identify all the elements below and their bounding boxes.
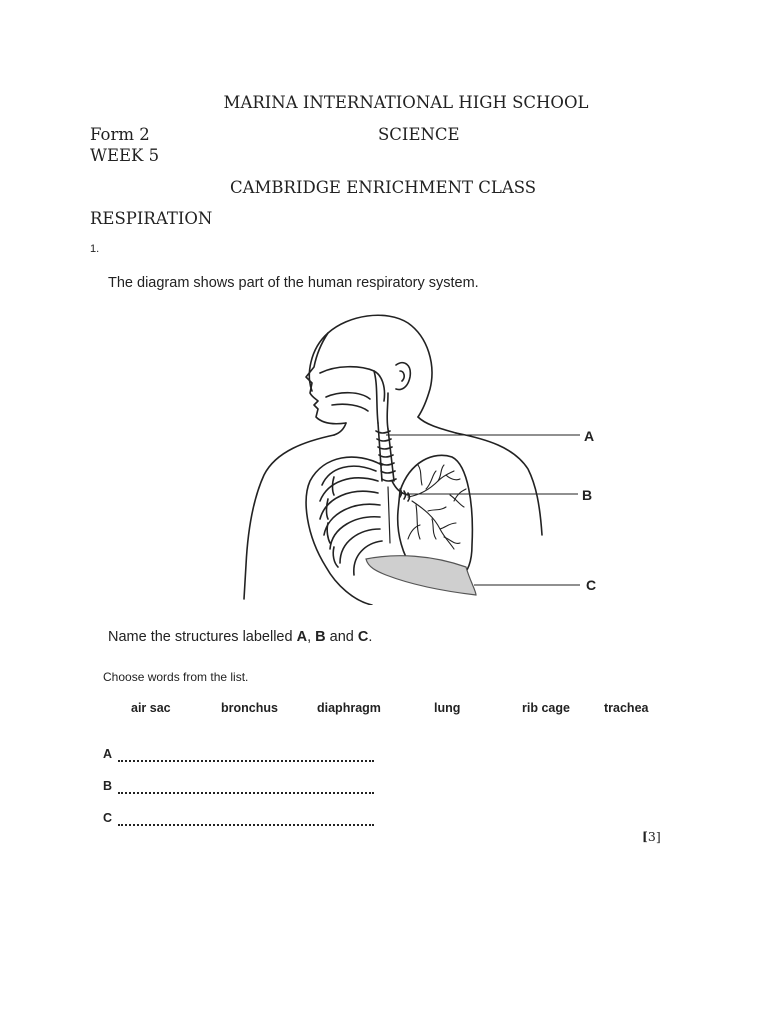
marks-close: ]	[655, 829, 661, 844]
question-intro: The diagram shows part of the human respiratory system.	[108, 275, 479, 291]
answer-label-b: B	[103, 779, 113, 793]
right-shoulder	[456, 433, 542, 535]
form-label: Form 2	[90, 125, 150, 144]
choose-instruction: Choose words from the list.	[103, 670, 249, 684]
word-option: air sac	[131, 701, 171, 715]
word-option: bronchus	[221, 701, 278, 715]
marks-open: [	[642, 829, 648, 844]
question-number: 1.	[90, 243, 100, 255]
word-option: trachea	[604, 701, 649, 715]
school-name: MARINA INTERNATIONAL HIGH SCHOOL	[223, 93, 589, 112]
task-label-a: A	[296, 629, 308, 645]
face-profile	[306, 333, 346, 424]
task-label-b: B	[315, 629, 326, 645]
label-a: A	[584, 428, 595, 444]
answer-line-a[interactable]	[118, 760, 374, 762]
ear	[396, 363, 410, 390]
answer-line-b[interactable]	[118, 792, 374, 794]
respiratory-system-diagram	[236, 305, 606, 605]
week-label: WEEK 5	[90, 146, 160, 165]
marks-value: 3	[647, 829, 656, 844]
task-end: .	[368, 629, 373, 645]
label-c: C	[586, 577, 597, 593]
answer-line-c[interactable]	[118, 824, 374, 826]
word-option: diaphragm	[317, 701, 381, 715]
task-sep-2: and	[325, 629, 358, 645]
sternum	[388, 487, 390, 543]
class-title: CAMBRIDGE ENRICHMENT CLASS	[230, 178, 537, 197]
head-outline	[309, 315, 432, 417]
task-prefix: Name the structures labelled	[108, 629, 297, 645]
topic-title: RESPIRATION	[90, 209, 213, 228]
bronchioles	[408, 465, 466, 549]
neck-front	[334, 423, 346, 435]
marks-indicator	[642, 829, 661, 844]
word-option: rib cage	[522, 701, 570, 715]
diaphragm	[366, 556, 476, 595]
question-task	[108, 629, 372, 645]
trachea	[376, 423, 396, 481]
task-label-c: C	[357, 629, 369, 645]
neck-back	[418, 417, 456, 433]
word-option: lung	[434, 701, 461, 715]
answer-label-a: A	[103, 747, 113, 761]
rib-cage	[306, 457, 382, 605]
task-sep-1: ,	[307, 629, 316, 645]
subject-label: SCIENCE	[378, 125, 460, 144]
label-b: B	[582, 487, 593, 503]
answer-label-c: C	[103, 811, 113, 825]
bronchus	[392, 481, 410, 501]
